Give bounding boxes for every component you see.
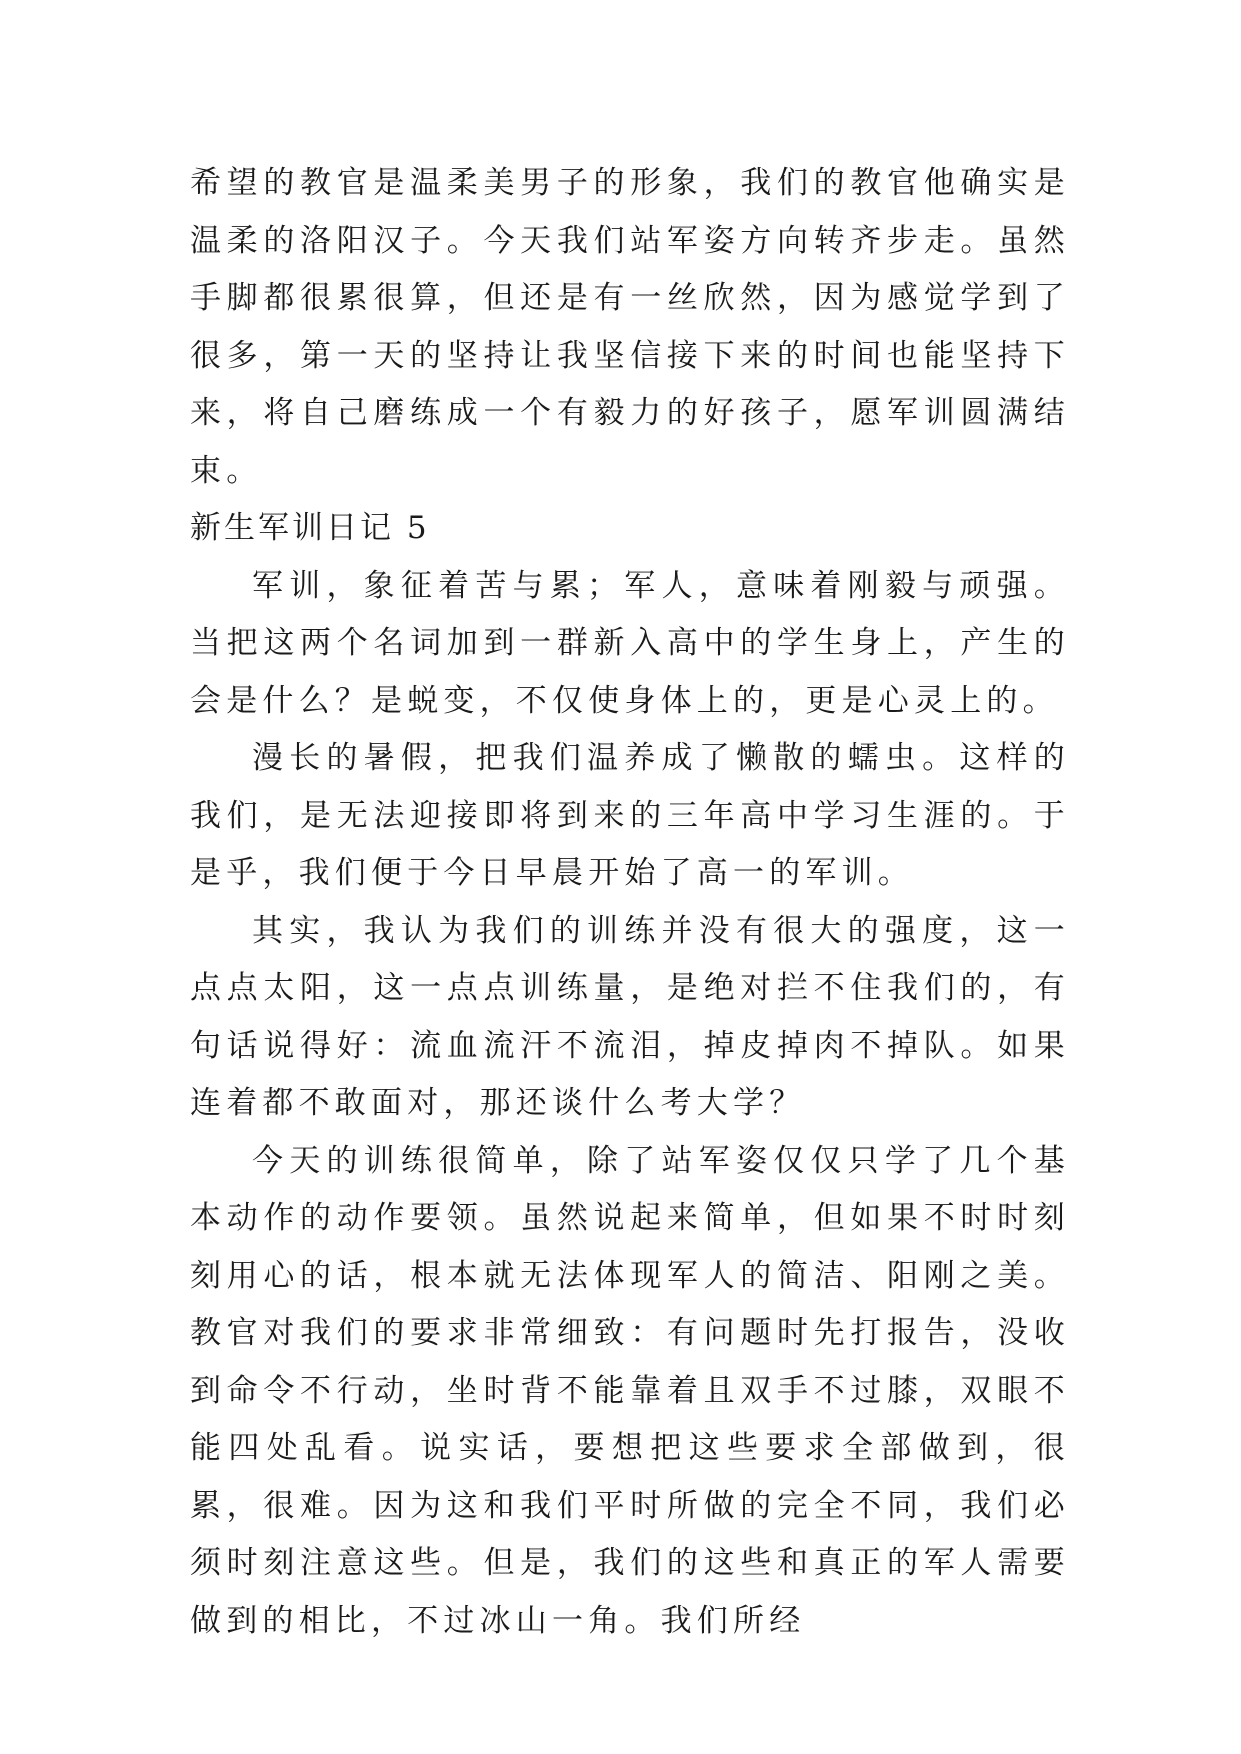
paragraph-1: 军训，象征着苦与累；军人，意味着刚毅与顽强。当把这两个名词加到一群新入高中的学生身上，产生的会是什么？是蜕变，不仅使身体上的，更是心灵上的。 — [190, 567, 1070, 719]
paragraph-2: 漫长的暑假，把我们温养成了懒散的蠕虫。这样的我们，是无法迎接即将到来的三年高中学习生涯的。于是乎，我们便于今日早晨开始了高一的军训。 — [190, 740, 1070, 891]
document-body — [190, 155, 1070, 1650]
intro-paragraph: 希望的教官是温柔美男子的形象，我们的教官他确实是温柔的洛阳汉子。今天我们站军姿方向转齐步走。虽然手脚都很累很算，但还是有一丝欣然，因为感觉学到了很多，第一天的坚持让我坚信接下来的时间也能坚持下来，将自己磨练成一个有毅力的好孩子，愿军训圆满结束。 — [190, 165, 1070, 489]
paragraph-3: 其实，我认为我们的训练并没有很大的强度，这一点点太阳，这一点点训练量，是绝对拦不住我们的，有句话说得好：流血流汗不流泪，掉皮掉肉不掉队。如果连着都不敢面对，那还谈什么考大学？ — [190, 912, 1070, 1121]
paragraph-4: 今天的训练很简单，除了站军姿仅仅只学了几个基本动作的动作要领。虽然说起来简单，但如果不时时刻刻用心的话，根本就无法体现军人的简洁、阳刚之美。教官对我们的要求非常细致：有问题时先打报告，没收到命令不行动，坐时背不能靠着且双手不过膝，双眼不能四处乱看。说实话，要想把这些要求全部做到，很累，很难。因为这和我们平时所做的完全不同，我们必须时刻注意这些。但是，我们的这些和真正的军人需要做到的相比，不过冰山一角。我们所经 — [190, 1142, 1070, 1639]
section-title: 新生军训日记 5 — [190, 510, 430, 546]
